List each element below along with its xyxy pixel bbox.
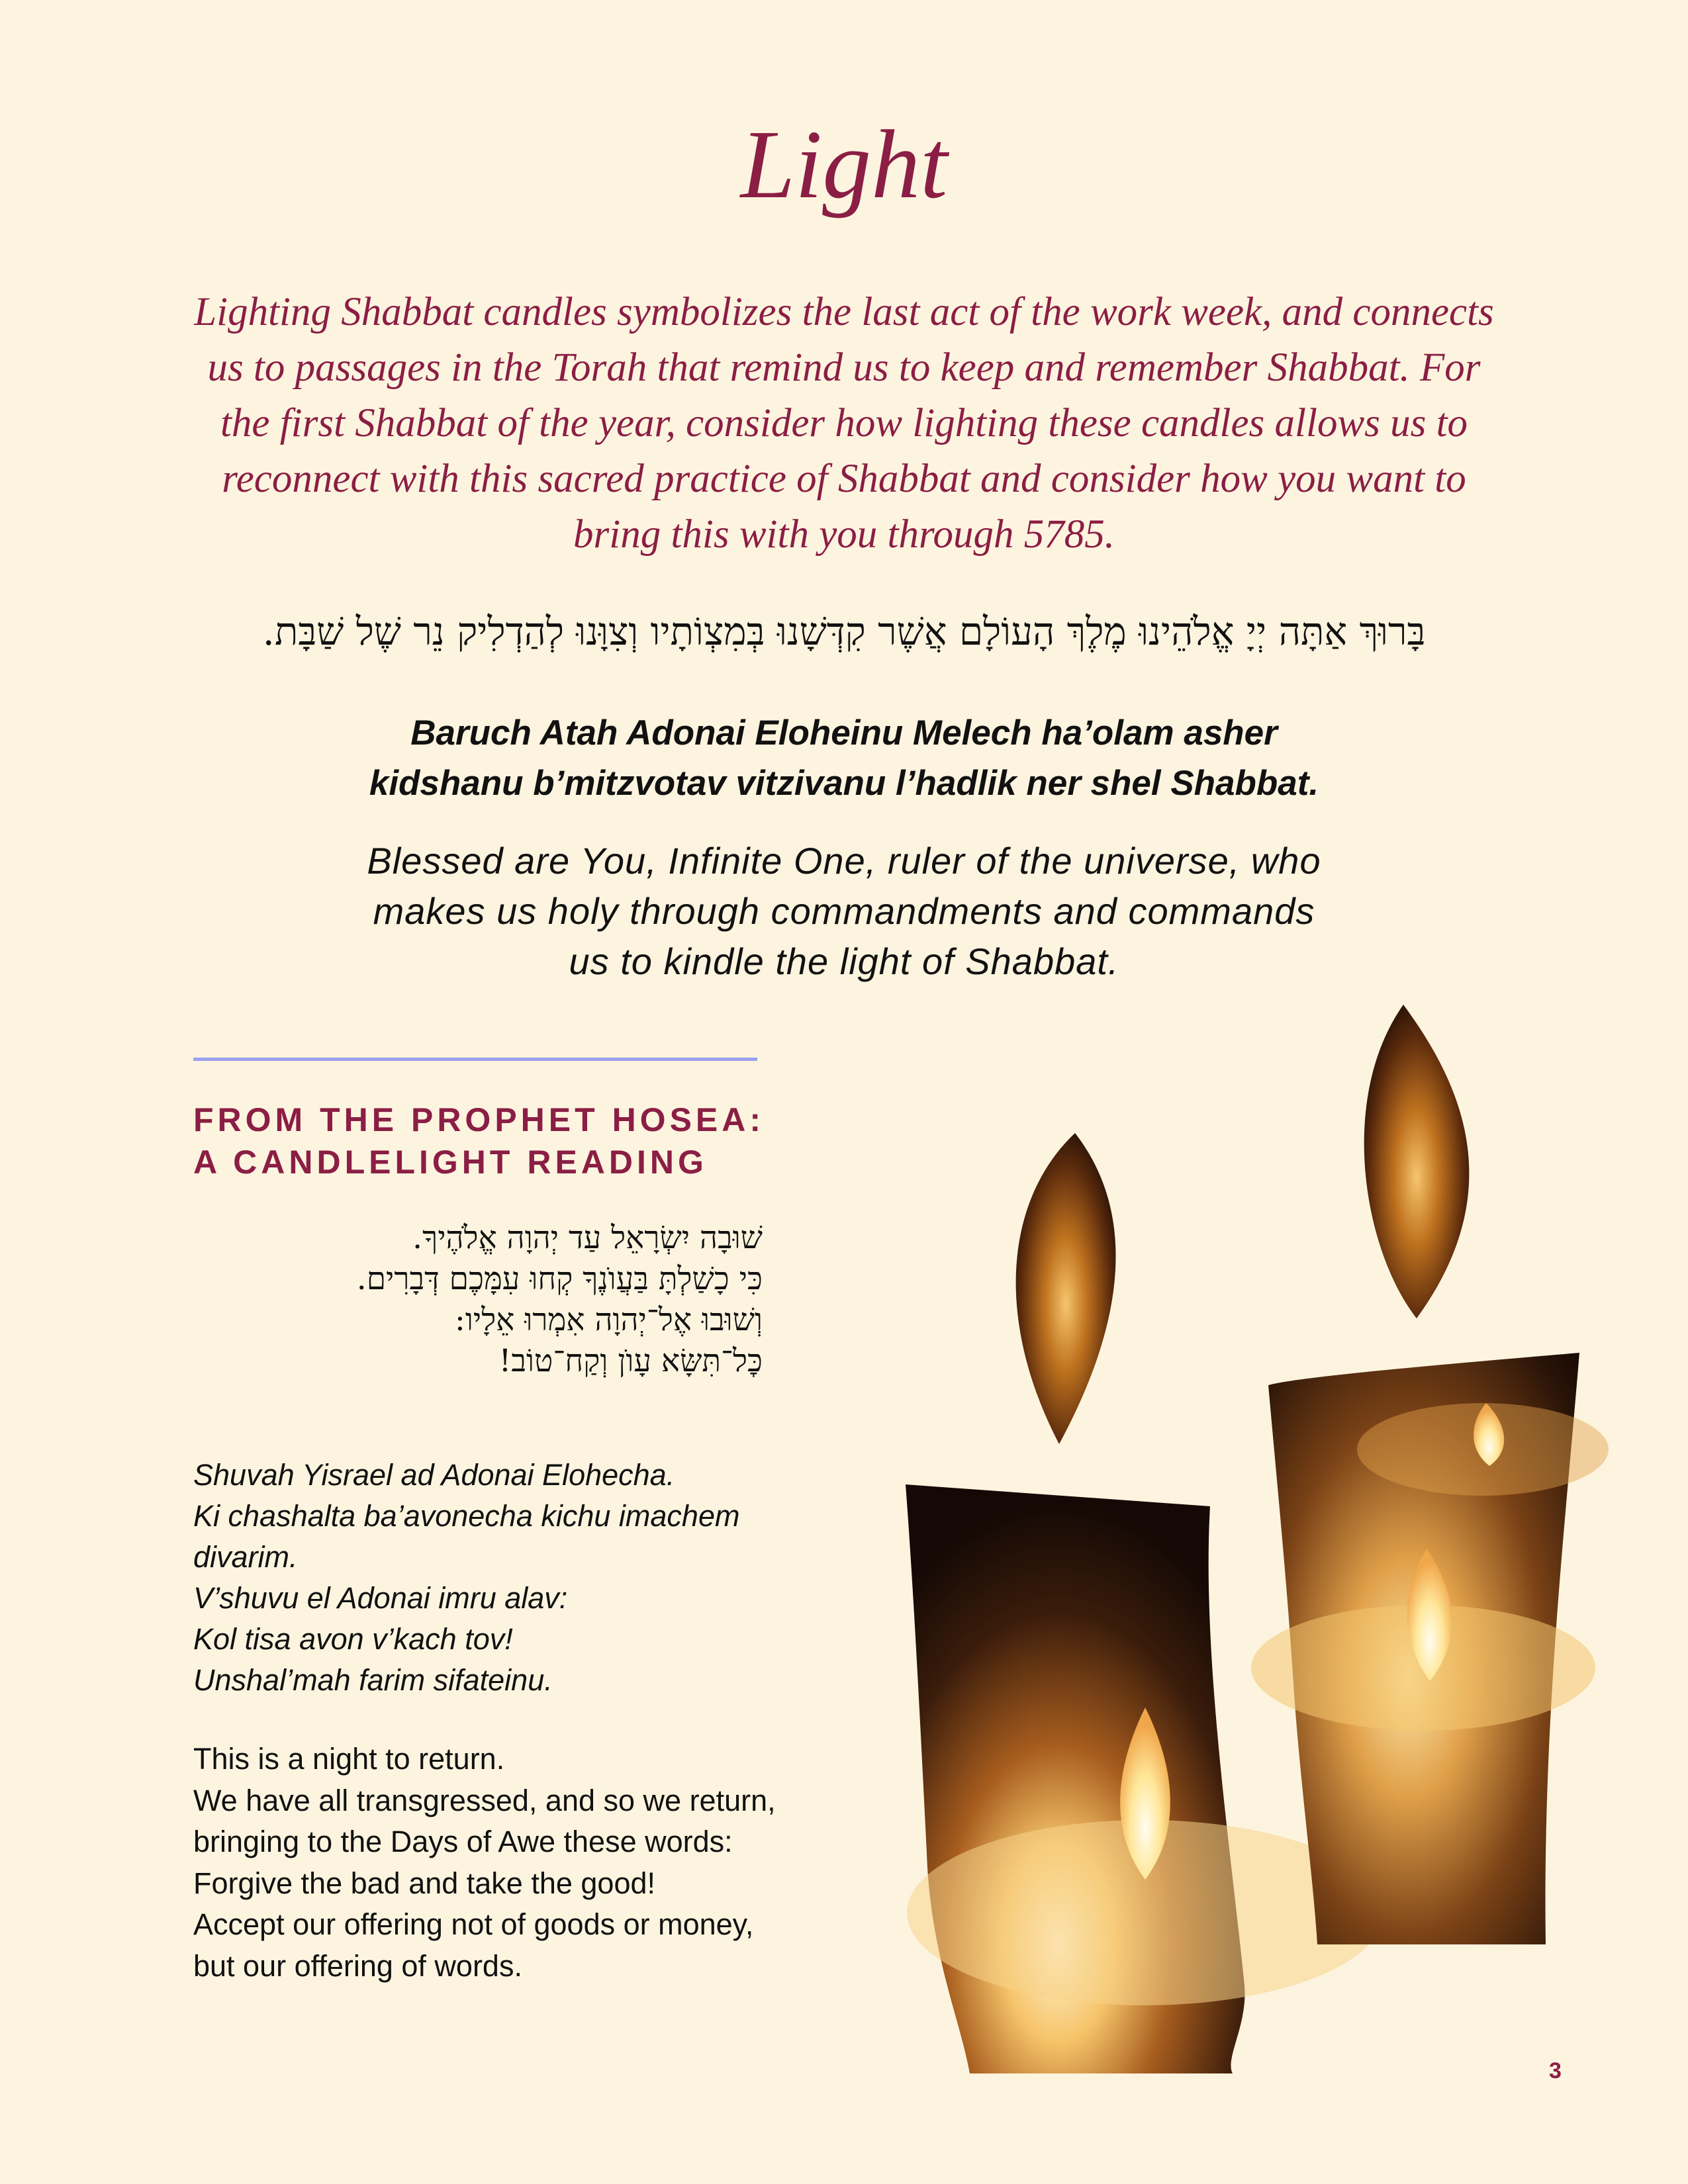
reading-transliteration-line: Ki chashalta ba’avonecha kichu imachem [193, 1499, 740, 1533]
reading-hebrew-line: שׁוּבָה יִשְׂרָאֵל עַד יְהוָה אֱלֹהֶיךָ. [412, 1220, 763, 1256]
reading-transliteration [193, 1455, 855, 1701]
reading-transliteration-line: Shuvah Yisrael ad Adonai Elohecha. [193, 1458, 675, 1492]
reading-hebrew-line: וְשׁוּבוּ אֶל־יְהוָה אִמְרוּ אֵלָיו: [455, 1302, 763, 1338]
reading-hebrew-line: כִּי כָשַׁלְתָּ בַּעֲוֺנֶךָ קְחוּ עִמָּכֶם דְּבָרִים. [356, 1261, 763, 1297]
reading-heading-line: A CANDLELIGHT READING [193, 1144, 708, 1181]
blessing-translation-line: us to kindle the light of Shabbat. [569, 940, 1119, 982]
page-number: 3 [1549, 2058, 1562, 2083]
blessing-transliteration [199, 708, 1489, 809]
candle-photo-left [906, 1484, 1244, 2073]
candle-top-right-front [1251, 1605, 1595, 1731]
reading-transliteration-line: Kol tisa avon v’kach tov! [193, 1622, 513, 1656]
blessing-translation [199, 836, 1489, 987]
blessing-hebrew: בָּרוּךְ אַתָּה יְיָ אֱלֹהֵינוּ מֶלֶךְ הָעוֹלָם אֲשֶׁר קִדְּשָׁנוּ בְּמִצְוֹתָיו וְצִוָּנוּ לְהַדְלִיק נֵר שֶׁל שַׁבָּת. [262, 609, 1426, 654]
candle-flame-left [1120, 1707, 1170, 1880]
candle-wax-left [907, 1820, 1383, 2005]
reading-hebrew [193, 1218, 763, 1382]
blessing-translation-line: Blessed are You, Infinite One, ruler of the universe, who [367, 840, 1321, 882]
reading-english-line: Accept our offering not of goods or money, [193, 1907, 754, 1941]
reading-english-line: bringing to the Days of Awe these words: [193, 1825, 733, 1858]
blessing-transliteration-line: Baruch Atah Adonai Eloheinu Melech ha’olam asher [410, 713, 1278, 752]
reading-english-line: This is a night to return. [193, 1742, 505, 1776]
reading-english [193, 1739, 921, 1987]
reading-english-line: but our offering of words. [193, 1948, 522, 1983]
reading-english-line: Forgive the bad and take the good! [193, 1866, 656, 1900]
reading-transliteration-line: divarim. [193, 1540, 298, 1574]
page-title: Light [740, 111, 948, 219]
candle-photo-right [1268, 1353, 1579, 1944]
reading-english-line: We have all transgressed, and so we return, [193, 1783, 776, 1817]
reading-heading [193, 1099, 789, 1183]
section-divider [193, 1058, 757, 1061]
reading-transliteration-line: V’shuvu el Adonai imru alav: [193, 1581, 568, 1615]
reading-heading-line: FROM THE PROPHET HOSEA: [193, 1101, 765, 1138]
flame-leaf-right [1364, 1005, 1470, 1318]
intro-paragraph: Lighting Shabbat candles symbolizes the last act of the work week, and connects us to passages in the Torah that remind us to keep and remember Shabbat. For the first Shabbat of the year, consider how lighting these candles allows us to reconnect with this sacred practice of Shabbat and consider how you want to bring this with you through 5785. [194, 290, 1494, 557]
candle-top-right-back [1357, 1403, 1609, 1496]
flame-leaf-left [1016, 1133, 1116, 1444]
reading-transliteration-line: Unshal’mah farim sifateinu. [193, 1663, 553, 1697]
reading-hebrew-line: כׇּל־תִּשָּׂא עָוֺן וְקַח־טוֹב! [498, 1343, 763, 1379]
blessing-translation-line: makes us holy through commandments and commands [373, 890, 1315, 932]
blessing-transliteration-line: kidshanu b’mitzvotav vitzivanu l’hadlik ner shel Shabbat. [369, 764, 1319, 803]
candle-flame-right-front [1407, 1549, 1452, 1681]
candle-flame-right-back [1474, 1403, 1504, 1466]
